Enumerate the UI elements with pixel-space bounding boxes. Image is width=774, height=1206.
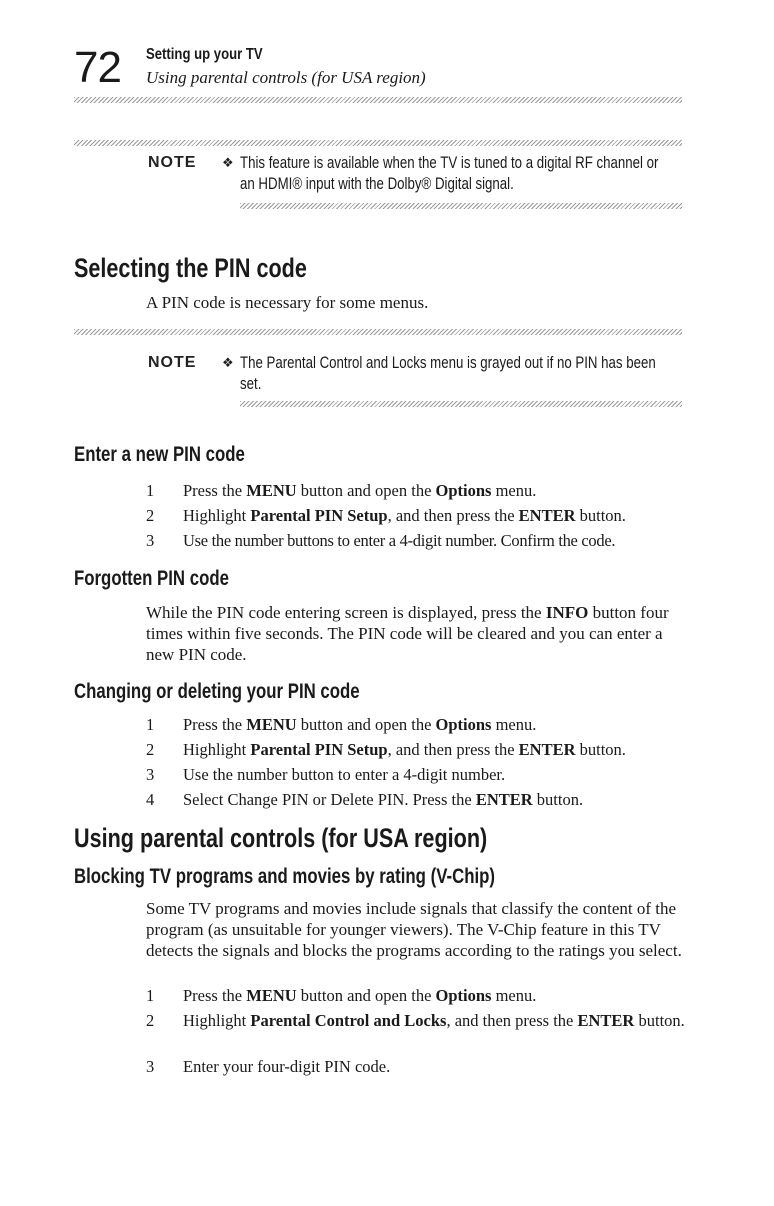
list-item: 2 Highlight Parental PIN Setup, and then press the ENTER button.: [146, 740, 626, 759]
step-number: 4: [146, 790, 155, 809]
list-item: 3 Use the number button to enter a 4-digit number.: [146, 765, 506, 784]
list-item: 2 Highlight Parental Control and Locks, and then press the ENTER button.: [146, 1011, 685, 1030]
header-title: Setting up your TV: [146, 46, 263, 63]
note-top-rule: [74, 329, 682, 335]
step-number: 3: [146, 531, 155, 550]
note-bottom-rule: [240, 203, 682, 209]
note-bullet-icon: ❖: [222, 356, 234, 371]
note-bottom-rule: [240, 401, 682, 407]
list-item: 3 Use the number buttons to enter a 4-digit number. Confirm the code.: [146, 531, 616, 550]
list-item: 1 Press the MENU button and open the Options menu.: [146, 481, 537, 500]
list-item: 4 Select Change PIN or Delete PIN. Press the ENTER button.: [146, 790, 584, 809]
step-number: 2: [146, 506, 155, 525]
subsection-title-changing-pin: Changing or deleting your PIN code: [74, 680, 360, 703]
header-rule: [74, 97, 682, 103]
step-number: 1: [146, 715, 155, 734]
forgotten-pin-text: While the PIN code entering screen is displayed, press the INFO button four times within five seconds. The PIN code will be cleared and you can enter a new PIN code.: [146, 603, 669, 664]
section-title-selecting-pin: Selecting the PIN code: [74, 253, 307, 283]
step-number: 3: [146, 765, 155, 784]
note-label: NOTE: [148, 354, 197, 371]
step-number: 2: [146, 1011, 155, 1030]
list-item: 2 Highlight Parental PIN Setup, and then press the ENTER button.: [146, 506, 626, 525]
step-number: 2: [146, 740, 155, 759]
subsection-title-forgotten-pin: Forgotten PIN code: [74, 567, 229, 590]
subsection-title-enter-new-pin: Enter a new PIN code: [74, 443, 245, 466]
list-item: 1 Press the MENU button and open the Options menu.: [146, 715, 537, 734]
section-intro-selecting-pin: A PIN code is necessary for some menus.: [146, 293, 429, 312]
blocking-intro: Some TV programs and movies include signals that classify the content of the program (as unsuitable for younger viewers). The V-Chip feature in this TV detects the signals and blocks the programs according to the ratings you select.: [146, 899, 682, 960]
page-number: 72: [74, 43, 121, 92]
list-item: 3 Enter your four-digit PIN code.: [146, 1057, 391, 1076]
note-text: This feature is available when the TV is tuned to a digital RF channel or an HDMI® input with the Dolby® Digital signal.: [240, 153, 659, 193]
step-number: 1: [146, 986, 155, 1005]
note-bullet-icon: ❖: [222, 156, 234, 171]
note-text: The Parental Control and Locks menu is grayed out if no PIN has been set.: [240, 353, 656, 393]
section-title-parental-controls: Using parental controls (for USA region): [74, 823, 488, 853]
note-label: NOTE: [148, 154, 197, 171]
header-subtitle: Using parental controls (for USA region): [146, 68, 426, 87]
list-item: 1 Press the MENU button and open the Options menu.: [146, 986, 537, 1005]
subsection-title-blocking: Blocking TV programs and movies by rating (V-Chip): [74, 865, 495, 888]
step-number: 1: [146, 481, 155, 500]
step-number: 3: [146, 1057, 155, 1076]
note-top-rule: [74, 140, 682, 146]
